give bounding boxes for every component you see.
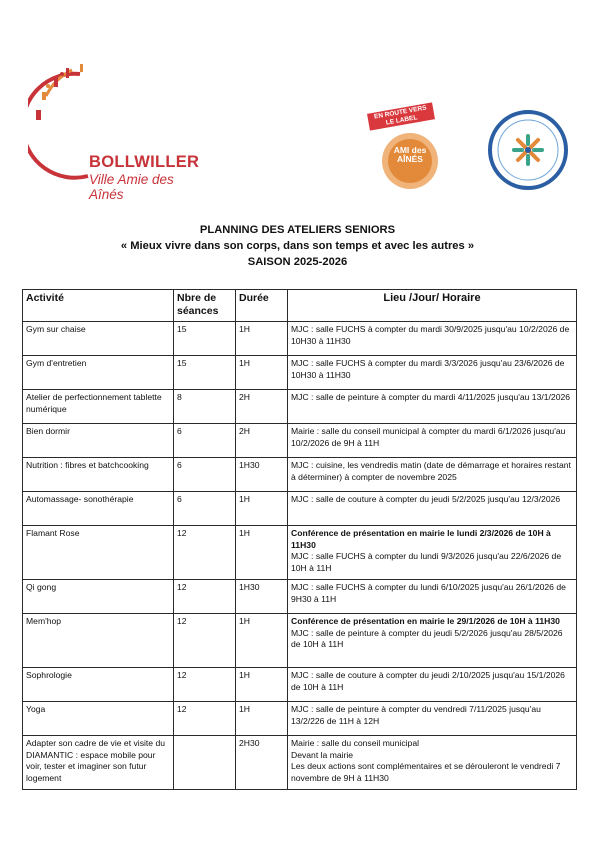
cell-place: [288, 458, 577, 492]
table-row: [23, 614, 577, 668]
cell-duration: 1H: [236, 614, 288, 668]
place-line: MJC : salle FUCHS à compter du mardi 30/9/2025 jusqu'au 10/2/2026 de 10H30 à 11H30: [291, 324, 572, 346]
document-header: [0, 222, 595, 270]
cell-sessions: 6: [174, 492, 236, 526]
cell-duration: 1H: [236, 492, 288, 526]
cell-sessions: 12: [174, 580, 236, 614]
cell-activity: Sophrologie: [23, 668, 174, 702]
cell-place: [288, 424, 577, 458]
cell-duration: 1H: [236, 322, 288, 356]
cell-activity: Nutrition : fibres et batchcooking: [23, 458, 174, 492]
cell-duration: 2H: [236, 390, 288, 424]
cell-activity: Adapter son cadre de vie et visite du DIAMANTIC : espace mobile pour voir, tester et imaginer son futur logement: [23, 736, 174, 790]
cell-activity: Mem'hop: [23, 614, 174, 668]
header-duration: Durée: [236, 290, 288, 322]
planning-table: [22, 289, 577, 790]
bollwiller-logo: [28, 52, 200, 202]
cell-sessions: 6: [174, 424, 236, 458]
place-line: MJC : salle de couture à compter du jeudi 5/2/2025 jusqu'au 12/3/2026: [291, 494, 561, 504]
sun-badge-icon: [380, 132, 440, 190]
header-activity: Activité: [23, 290, 174, 322]
cell-sessions: [174, 736, 236, 790]
cell-sessions: 12: [174, 668, 236, 702]
header-place: Lieu /Jour/ Horaire: [288, 290, 577, 322]
place-line: Mairie : salle du conseil municipal: [291, 738, 420, 748]
place-line: MJC : salle FUCHS à compter du lundi 6/10/2025 jusqu'au 26/1/2026 de 9H30 à 11H: [291, 582, 569, 604]
cell-place: [288, 736, 577, 790]
cell-sessions: 12: [174, 702, 236, 736]
document-title: PLANNING DES ATELIERS SENIORS: [199, 224, 396, 236]
cell-activity: Atelier de perfectionnement tablette numérique: [23, 390, 174, 424]
table-row: [23, 736, 577, 790]
cell-place: [288, 492, 577, 526]
cell-place: [288, 390, 577, 424]
cell-activity: Gym sur chaise: [23, 322, 174, 356]
cell-sessions: 15: [174, 356, 236, 390]
place-line-highlight: Conférence de présentation en mairie le 29/1/2026 de 10H à 11H30: [291, 616, 560, 626]
cell-place: [288, 526, 577, 580]
badge-route-text: EN ROUTE VERS LE LABEL: [367, 102, 435, 130]
ami-des-aines-badge: [368, 104, 448, 192]
cell-place: [288, 702, 577, 736]
table-body: [23, 322, 577, 790]
financeurs-seal-icon: [484, 108, 572, 190]
place-line: Les deux actions sont complémentaires et se dérouleront le vendredi 7 novembre de 9H à 11H30: [291, 761, 563, 783]
place-line: MJC : salle de peinture à compter du jeudi 5/2/2026 jusqu'au 28/5/2026 de 10H à 11H: [291, 627, 565, 649]
cell-duration: 1H: [236, 526, 288, 580]
table-row: [23, 424, 577, 458]
cell-sessions: 12: [174, 526, 236, 580]
table-row: [23, 458, 577, 492]
place-line: MJC : salle FUCHS à compter du lundi 9/3/2026 jusqu'au 22/6/2026 de 10H à 11H: [291, 551, 564, 573]
place-line: Mairie : salle du conseil municipal à compter du mardi 6/1/2026 jusqu'au 10/2/2026 de 9H à 11H: [291, 426, 568, 448]
cell-sessions: 8: [174, 390, 236, 424]
table-row: [23, 580, 577, 614]
cell-activity: Gym d'entretien: [23, 356, 174, 390]
logo-brand: BOLLWILLER: [89, 153, 200, 171]
cell-duration: 1H: [236, 702, 288, 736]
table-header-row: [23, 290, 577, 322]
place-line: MJC : salle de couture à compter du jeudi 2/10/2025 jusqu'au 15/1/2026 de 10H à 11H: [291, 670, 568, 692]
cell-activity: Bien dormir: [23, 424, 174, 458]
logo-tagline: Ville Amie des Aînés: [89, 172, 174, 202]
cell-place: [288, 580, 577, 614]
place-line: Devant la mairie: [291, 749, 354, 760]
cell-sessions: 15: [174, 322, 236, 356]
document-subtitle: « Mieux vivre dans son corps, dans son temps et avec les autres »: [120, 240, 475, 252]
table-row: [23, 492, 577, 526]
document-season: SAISON 2025-2026: [247, 256, 348, 268]
cell-duration: 1H: [236, 356, 288, 390]
table-row: [23, 668, 577, 702]
cell-activity: Yoga: [23, 702, 174, 736]
cell-duration: 1H: [236, 668, 288, 702]
table-row: [23, 356, 577, 390]
conference-financeurs-seal: [484, 108, 572, 190]
cell-place: [288, 322, 577, 356]
place-line: MJC : salle de peinture à compter du vendredi 7/11/2025 jusqu'au 13/2/226 de 11H à 12H: [291, 704, 544, 726]
table-row: [23, 390, 577, 424]
cell-duration: 1H30: [236, 580, 288, 614]
cell-duration: 1H30: [236, 458, 288, 492]
header-sessions: Nbre de séances: [174, 290, 236, 322]
cell-activity: Automassage- sonothérapie: [23, 492, 174, 526]
cell-sessions: 12: [174, 614, 236, 668]
place-line-highlight: Conférence de présentation en mairie le lundi 2/3/2026 de 10H à 11H30: [291, 528, 554, 550]
table-row: [23, 702, 577, 736]
place-line: MJC : salle de peinture à compter du mardi 4/11/2025 jusqu'au 13/1/2026: [291, 392, 571, 402]
cell-activity: Qi gong: [23, 580, 174, 614]
badge-label: AMI des AÎNÉS: [393, 145, 427, 164]
place-line: MJC : cuisine, les vendredis matin (date de démarrage et horaires restant à déterminer) à compter de novembre 2025: [291, 460, 574, 482]
cell-activity: Flamant Rose: [23, 526, 174, 580]
cell-sessions: 6: [174, 458, 236, 492]
cell-duration: 2H: [236, 424, 288, 458]
table-row: [23, 322, 577, 356]
table-row: [23, 526, 577, 580]
cell-place: [288, 668, 577, 702]
cell-place: [288, 614, 577, 668]
place-line: MJC : salle FUCHS à compter du mardi 3/3/2026 jusqu'au 23/6/2026 de 10H30 à 11H30: [291, 358, 567, 380]
cell-place: [288, 356, 577, 390]
cell-duration: 2H30: [236, 736, 288, 790]
